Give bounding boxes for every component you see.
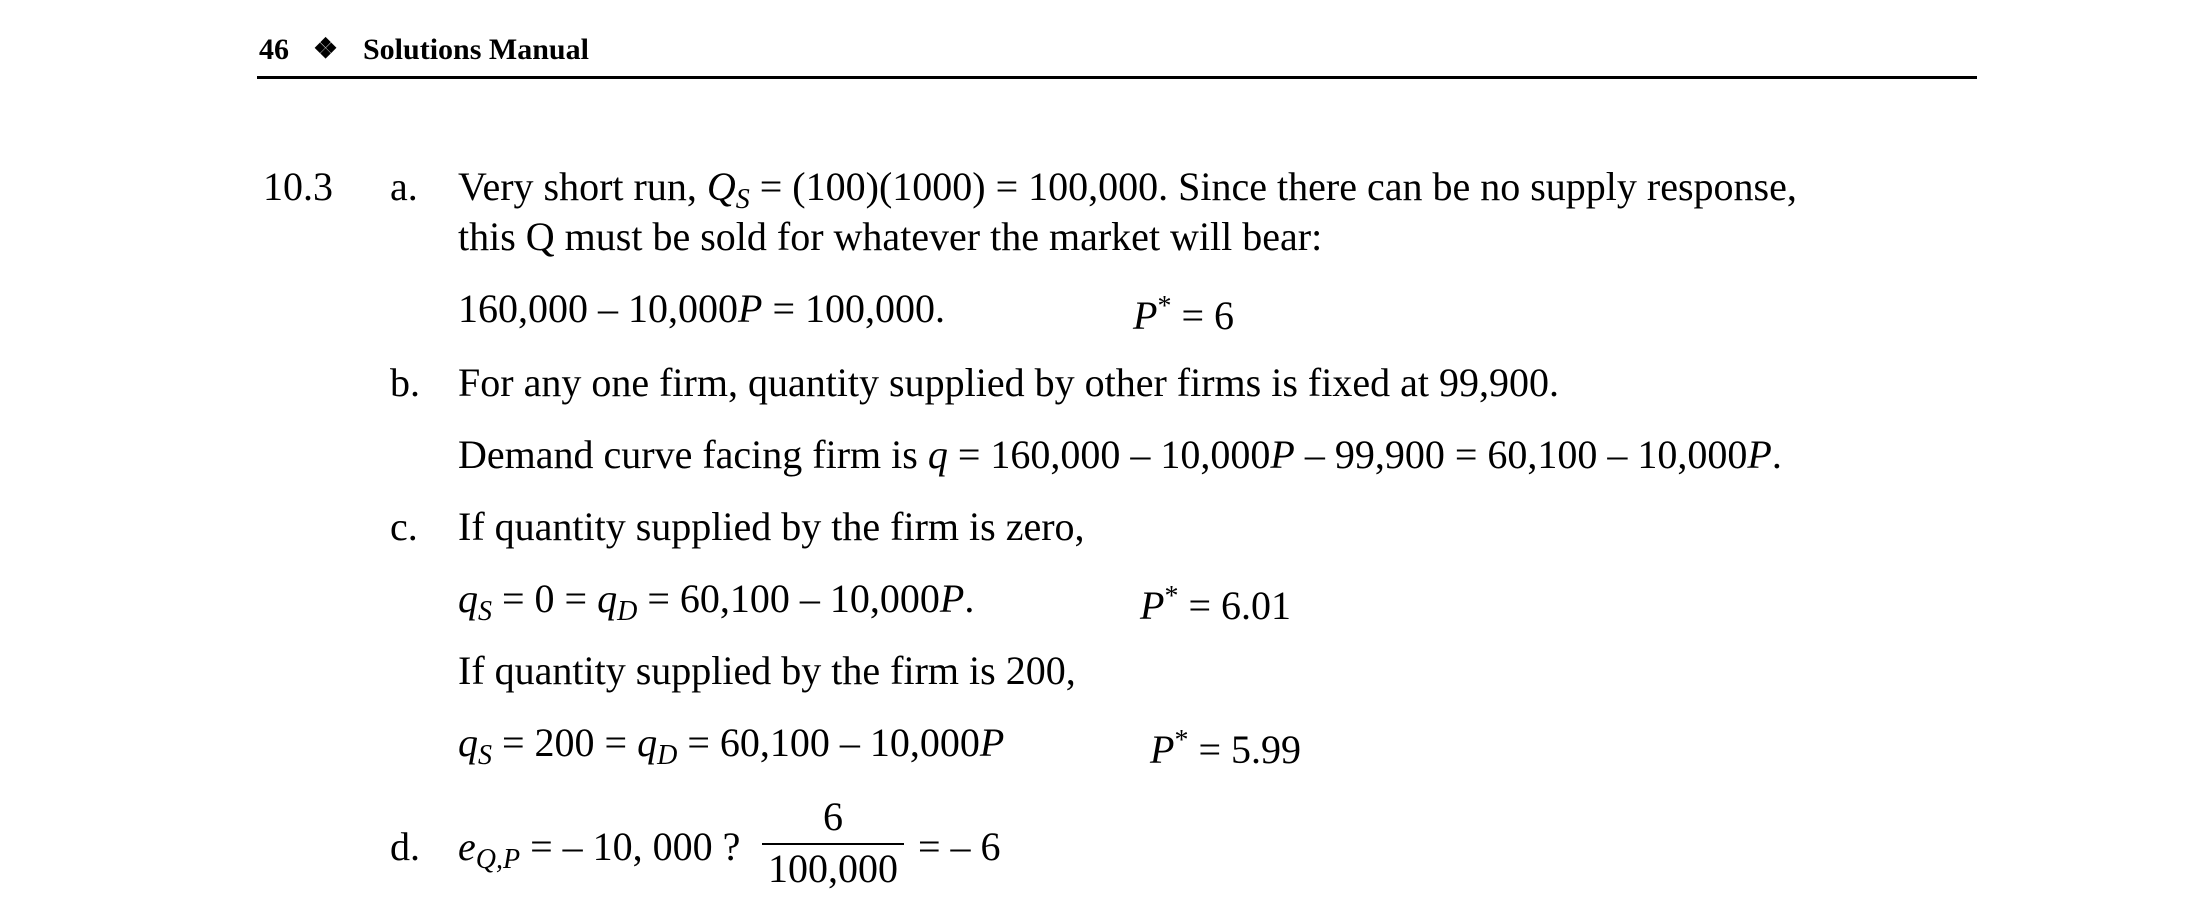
part-d-lhs: $e_{Q,P}$ = – 10, 000 ?: [458, 824, 741, 875]
running-header-title: Solutions Manual: [363, 33, 589, 66]
part-a-equation: 160,000 – 10,000P = 100,000.: [458, 286, 945, 331]
part-c-line-3: If quantity supplied by the firm is 200,: [458, 648, 1076, 693]
problem-number: 10.3: [263, 164, 333, 209]
part-d-fraction: [762, 795, 904, 891]
fraction-numerator: 6: [823, 794, 843, 839]
part-c-result-2: P* = 5.99: [1150, 725, 1301, 772]
running-header: [257, 30, 1977, 79]
diamond-ornament-icon: ❖: [313, 34, 339, 65]
part-b-label: b.: [390, 360, 420, 405]
part-b-line-1: For any one firm, quantity supplied by other firms is fixed at 99,900.: [458, 360, 1559, 405]
part-c-equation-2: $q_S = 200 = q_D = 60,100 - 10,000P$: [458, 720, 1005, 771]
part-a-label: a.: [390, 164, 418, 209]
part-a-line-2: this Q must be sold for whatever the market will bear:: [458, 214, 1323, 259]
part-c-line-1: If quantity supplied by the firm is zero,: [458, 504, 1085, 549]
fraction-bar: [762, 843, 904, 845]
part-d-label: d.: [390, 824, 420, 869]
part-a-line-1: Very short run, $Q_S = (100)(1000) = 100,000$. Since there can be no supply response,: [458, 164, 1797, 215]
page-number: 46: [259, 33, 289, 66]
part-d-rhs: = – 6: [918, 824, 1001, 869]
part-b-line-2: Demand curve facing firm is q = 160,000 – 10,000P – 99,900 = 60,100 – 10,000P.: [458, 432, 1782, 477]
part-c-result-1: P* = 6.01: [1140, 581, 1291, 628]
part-c-label: c.: [390, 504, 418, 549]
fraction-denominator: 100,000: [768, 846, 898, 891]
part-a-result: P* = 6: [1133, 291, 1234, 338]
part-c-equation-1: $q_S = 0 = q_D = 60,100 - 10,000P$.: [458, 576, 975, 627]
